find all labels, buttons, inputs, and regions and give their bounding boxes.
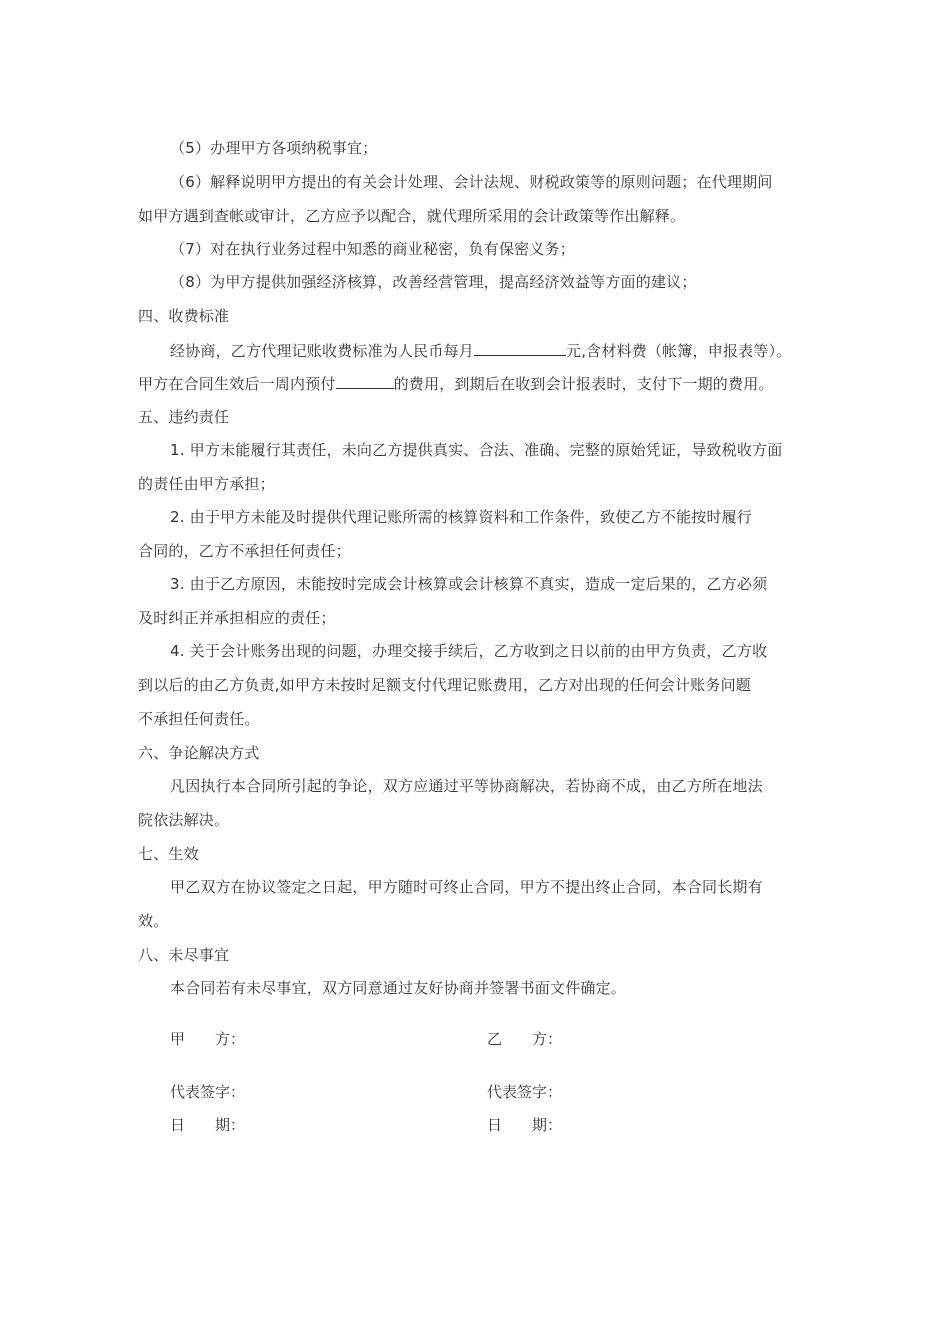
fee-paragraph-line-1	[170, 340, 850, 361]
party-a-date-label: 日 期：	[170, 1116, 246, 1134]
service-item-6-line-2: 如甲方遇到查帐或审计，乙方应予以配合，就代理所采用的会计政策等作出解释。	[138, 207, 686, 225]
prepay-text-b: 的费用，到期后在收到会计报表时，支付下一期的费用。	[393, 375, 774, 393]
misc-line-1: 本合同若有未尽事宜，双方同意通过友好协商并签署书面文件确定。	[170, 979, 627, 997]
dispute-line-2: 院依法解决。	[138, 811, 230, 829]
liability-2-line-2: 合同的，乙方不承担任何责任；	[138, 542, 351, 560]
prepay-text-a: 甲方在合同生效后一周内预付	[138, 375, 336, 393]
party-a-label: 甲 方：	[170, 1030, 246, 1048]
fee-text-b: 元,含材料费（帐簿，申报表等）。	[566, 342, 792, 360]
section-5-heading: 五、违约责任	[138, 408, 230, 426]
section-6-heading: 六、争论解决方式	[138, 744, 260, 762]
liability-4-line-3: 不承担任何责任。	[138, 710, 260, 728]
service-item-5: （5）办理甲方各项纳税事宜；	[170, 139, 378, 157]
liability-4-line-2: 到以后的由乙方负责,如甲方未按时足额支付代理记账费用，乙方对出现的任何会计账务问题	[138, 676, 751, 694]
fee-paragraph-line-2	[138, 373, 818, 394]
fee-text-a: 经协商，乙方代理记账收费标准为人民币每月	[170, 342, 475, 360]
liability-2-line-1: 2. 由于甲方未能及时提供代理记账所需的核算资料和工作条件，致使乙方不能按时履行	[170, 508, 753, 526]
section-8-heading: 八、未尽事宜	[138, 946, 230, 964]
prepay-amount-blank	[336, 373, 394, 389]
liability-4-line-1: 4. 关于会计账务出现的问题，办理交接手续后，乙方收到之日以前的由甲方负责，乙方收	[170, 642, 768, 660]
section-7-heading: 七、生效	[138, 845, 199, 863]
liability-3-line-1: 3. 由于乙方原因，未能按时完成会计核算或会计核算不真实，造成一定后果的，乙方必须	[170, 575, 768, 593]
party-b-date-label: 日 期：	[487, 1116, 563, 1134]
liability-1-line-1: 1. 甲方未能履行其责任，未向乙方提供真实、合法、准确、完整的原始凭证，导致税收方面	[170, 441, 783, 459]
monthly-fee-blank	[474, 340, 566, 356]
section-4-heading: 四、收费标准	[138, 307, 230, 325]
service-item-8: （8）为甲方提供加强经济核算，改善经营管理，提高经济效益等方面的建议；	[170, 273, 697, 291]
effect-line-2: 效。	[138, 912, 169, 930]
party-b-representative-label: 代表签字：	[487, 1083, 563, 1101]
liability-3-line-2: 及时纠正并承担相应的责任；	[138, 609, 336, 627]
effect-line-1: 甲乙双方在协议签定之日起，甲方随时可终止合同，甲方不提出终止合同，本合同长期有	[170, 878, 763, 896]
liability-1-line-2: 的责任由甲方承担；	[138, 475, 275, 493]
party-b-label: 乙 方：	[487, 1030, 563, 1048]
service-item-6-line-1: （6）解释说明甲方提出的有关会计处理、会计法规、财税政策等的原则问题；在代理期间	[170, 173, 773, 191]
party-a-representative-label: 代表签字：	[170, 1083, 246, 1101]
dispute-line-1: 凡因执行本合同所引起的争论，双方应通过平等协商解决，若协商不成，由乙方所在地法	[170, 777, 763, 795]
service-item-7: （7）对在执行业务过程中知悉的商业秘密，负有保密义务；	[170, 240, 575, 258]
